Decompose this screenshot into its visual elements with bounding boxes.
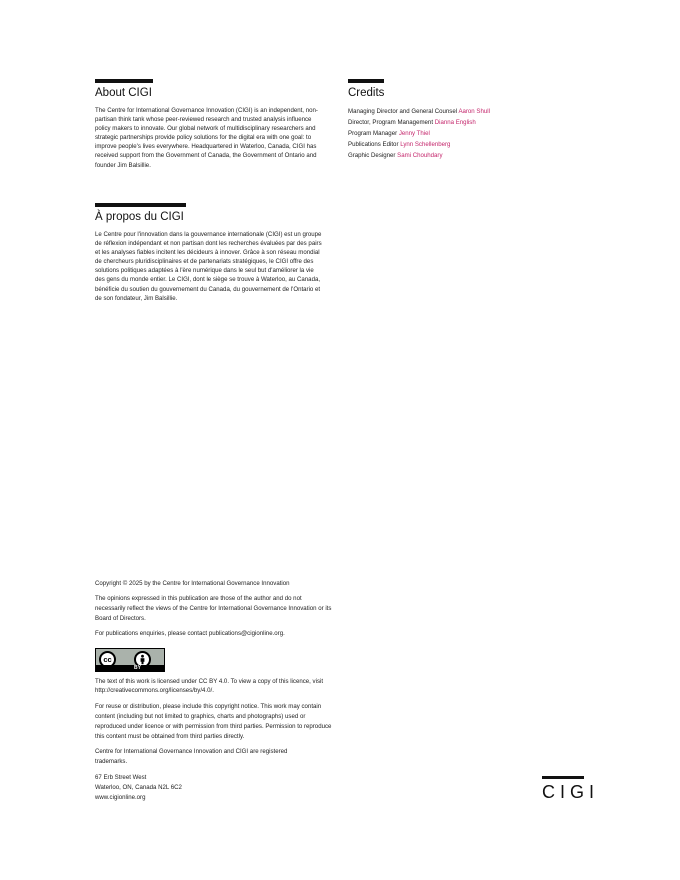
credit-role: Program Manager (348, 130, 398, 138)
heading-rule (95, 203, 186, 207)
credit-name: Jenny Thiel (398, 130, 430, 138)
credit-name: Dianna English (434, 119, 476, 127)
address-street: 67 Erb Street West (95, 773, 147, 781)
heading-rule (348, 79, 384, 83)
credits-section (348, 79, 548, 161)
cc-icon: cc (99, 651, 116, 668)
license-text: The text of this work is licensed under CC BY 4.0. To view a copy of this licence, visit http://creativecommons.org/licenses/by/4.0/. (95, 677, 324, 695)
credits-heading: Credits (348, 87, 385, 99)
opinions-disclaimer: The opinions expressed in this publication are those of the author and do not necessarily reflect the views of the Centre for International Governance Innovation or its Board of Directors. (95, 594, 332, 622)
cc-by-label: BY (134, 664, 141, 671)
credit-name: Sami Chouhdary (397, 152, 443, 160)
copyright-block (95, 579, 333, 803)
about-heading: About CIGI (95, 87, 152, 99)
credit-name: Aaron Shull (458, 108, 490, 115)
reuse-notice: For reuse or distribution, please include this copyright notice. This work may contain content (including but not limited to graphics, charts and photographs) used or reproduced under licence or with permission from third parties. Permission to reproduce this content must be obtained from third parties directly. (95, 703, 332, 741)
credit-role: Managing Director and General Counsel (348, 108, 458, 115)
logo-bar (542, 776, 584, 779)
credit-item (348, 150, 548, 161)
trademark-notice: Centre for International Governance Innovation and CIGI are registered trademarks. (95, 747, 288, 765)
credit-item (348, 128, 548, 139)
credit-item (348, 117, 548, 128)
a-propos-body: Le Centre pour l'innovation dans la gouvernance internationale (CIGI) est un groupe de réflexion indépendant et non partisan dont les recherches évaluées par des pairs et les analyses fiables incitent les décideurs à innover. Grâce à son réseau mondial de chercheurs pluridisciplinaires et de partenariats stratégiques, le CIGI offre des solutions politiques adaptées à l'ère numérique dans le seul but d'améliorer la vie des gens du monde entier. Le CIGI, dont le siège se trouve à Waterloo, au Canada, bénéficie du soutien du gouvernement du Canada, du gouvernement de l'Ontario et de son fondateur, Jim Balsillie. (95, 231, 322, 302)
credit-role: Publications Editor (348, 141, 399, 149)
a-propos-section (95, 203, 323, 303)
credit-name: Lynn Schellenberg (400, 141, 451, 149)
credit-item (348, 139, 548, 150)
logo-wordmark: CIGI (542, 782, 600, 802)
credit-role: Director, Program Management (348, 119, 434, 127)
credits-list (348, 106, 548, 161)
credit-role: Graphic Designer (348, 152, 396, 160)
a-propos-heading: À propos du CIGI (95, 211, 184, 223)
cigi-logo (542, 776, 599, 802)
credit-item (348, 106, 548, 117)
about-cigi-section (95, 79, 325, 170)
cc-badge-strip (96, 665, 164, 671)
website-link[interactable]: www.cigionline.org (95, 793, 146, 801)
about-body: The Centre for International Governance Innovation (CIGI) is an independent, non-partisan think tank whose peer-reviewed research and trusted analysis influence policy makers to innovate. Our global network of multidisciplinary researchers and strategic partnerships provide policy solutions for the digital era with one goal: to improve people's lives everywhere. Headquartered in Waterloo, Canada, CIGI has received support from the Government of Canada, the Government of Ontario and founder Jim Balsillie. (95, 107, 318, 169)
address-city: Waterloo, ON, Canada N2L 6C2 (95, 783, 182, 791)
copyright-line: Copyright © 2025 by the Centre for International Governance Innovation (95, 580, 290, 587)
cc-by-license-badge[interactable] (95, 648, 165, 672)
publications-enquiries: For publications enquiries, please contact publications@cigionline.org. (95, 629, 285, 637)
heading-rule (95, 79, 153, 83)
